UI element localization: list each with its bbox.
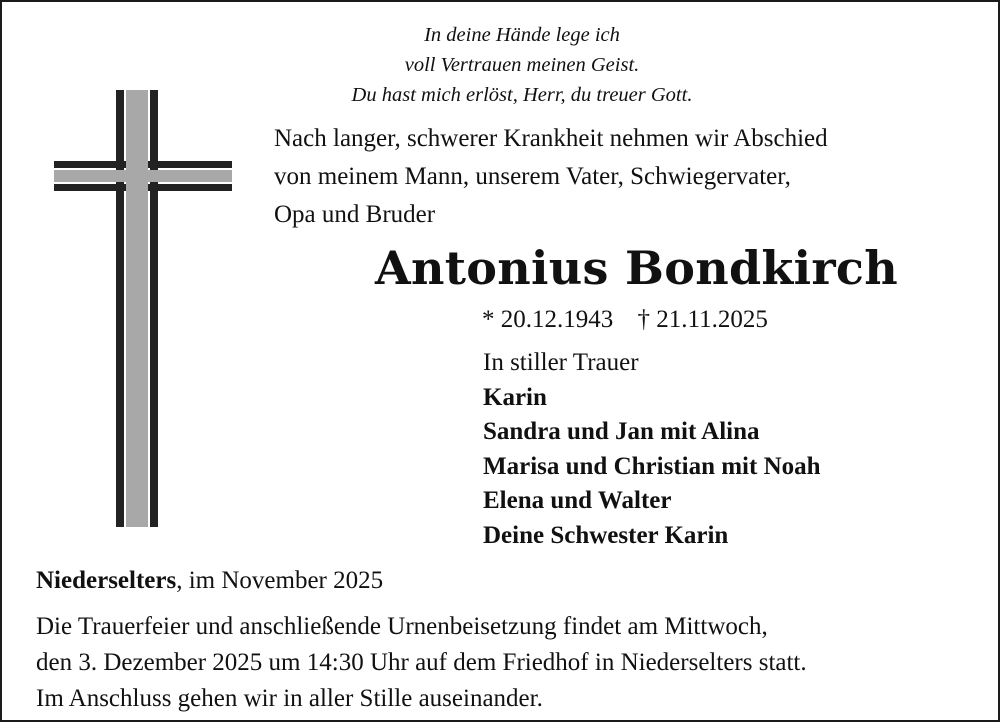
farewell-intro — [274, 120, 974, 234]
cross-vertical-left-line — [116, 90, 124, 527]
place-town: Niederselters — [36, 567, 177, 594]
intro-line-1: Nach langer, schwerer Krankheit nehmen wir Abschied — [274, 125, 828, 152]
mourner-name: Elena und Walter — [483, 487, 672, 514]
bible-verse — [242, 20, 802, 110]
funeral-service-info — [36, 609, 976, 717]
mourner-name: Karin — [483, 383, 547, 411]
verse-line-2: voll Vertrauen meinen Geist. — [404, 54, 640, 76]
death-date: † 21.11.2025 — [637, 306, 768, 333]
deceased-name: Antonius Bondkirch — [375, 241, 898, 295]
verse-line-3: Du hast mich erlöst, Herr, du treuer Gott. — [351, 84, 693, 106]
intro-line-3: Opa und Bruder — [274, 201, 436, 228]
mourner-name: Marisa und Christian mit Noah — [483, 452, 821, 480]
place-date: , im November 2025 — [176, 567, 384, 594]
birth-date: * 20.12.1943 — [482, 306, 614, 333]
service-line-2: den 3. Dezember 2025 um 14:30 Uhr auf dem Friedhof in Niederselters statt. — [36, 649, 807, 676]
life-dates — [482, 302, 768, 338]
service-line-1: Die Trauerfeier und anschließende Urnenbeisetzung findet am Mittwoch, — [36, 613, 768, 640]
mourner-name: Deine Schwester Karin — [483, 521, 729, 549]
cross-icon — [54, 90, 232, 527]
place-and-date — [36, 563, 383, 599]
cross-center-joint — [126, 161, 148, 191]
mourners-heading: In stiller Trauer — [483, 349, 639, 376]
verse-line-1: In deine Hände lege ich — [424, 24, 620, 46]
cross-vertical-center — [126, 90, 148, 527]
mourners-list — [483, 346, 821, 553]
service-line-3: Im Anschluss gehen wir in aller Stille auseinander. — [36, 685, 543, 712]
mourner-name: Sandra und Jan mit Alina — [483, 418, 760, 445]
intro-line-2: von meinem Mann, unserem Vater, Schwiegervater, — [274, 163, 791, 190]
cross-vertical-right-line — [150, 90, 158, 527]
